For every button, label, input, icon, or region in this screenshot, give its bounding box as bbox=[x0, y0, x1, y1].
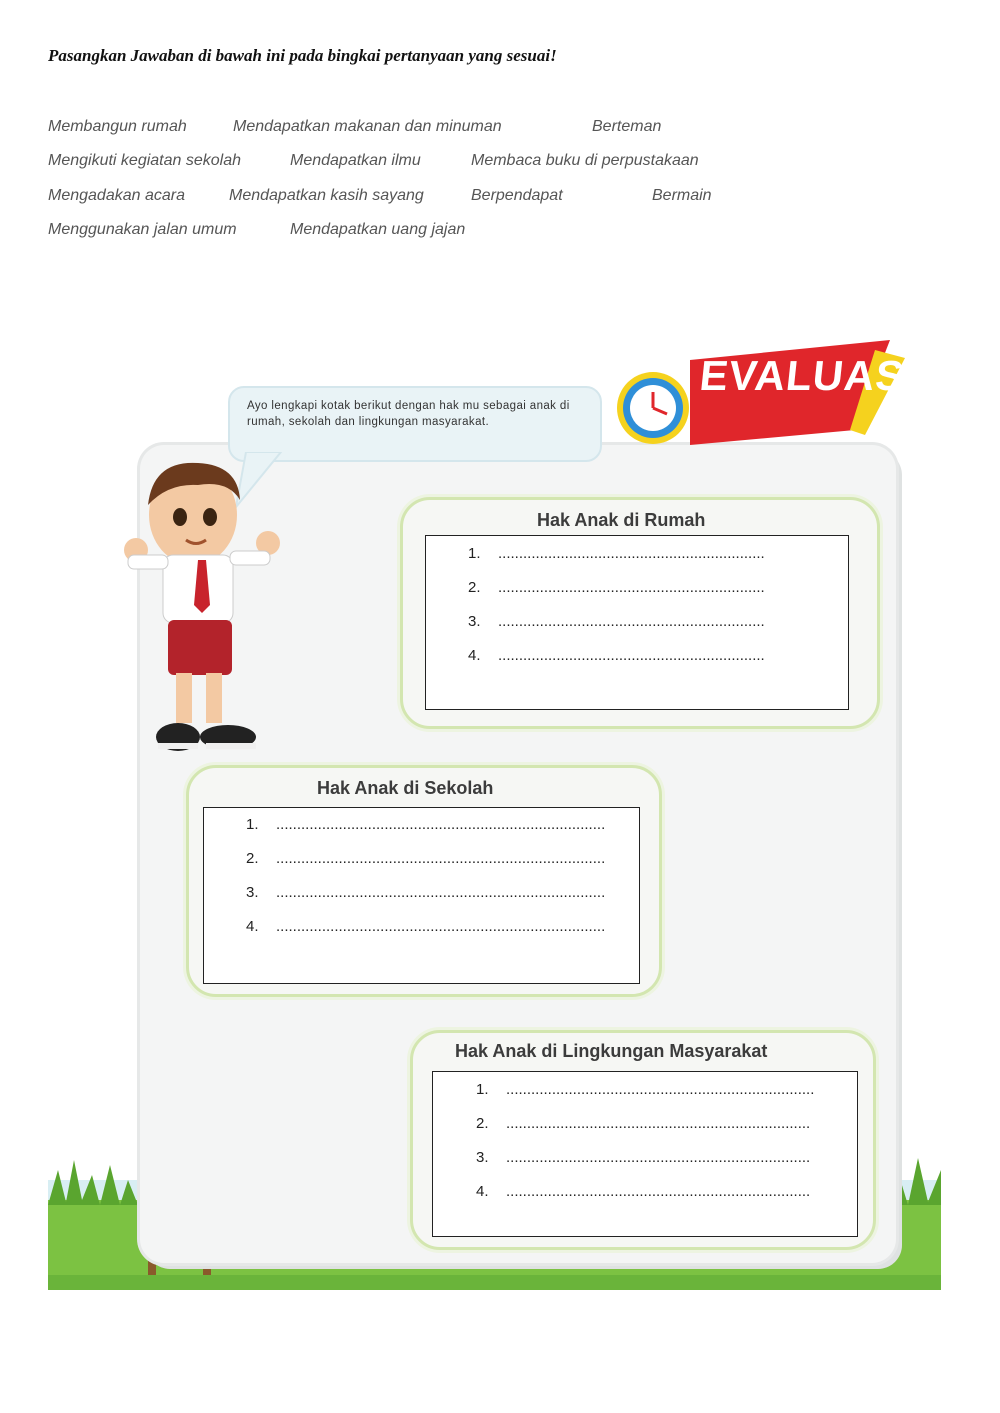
section-title-sekolah: Hak Anak di Sekolah bbox=[317, 778, 494, 798]
answer-option[interactable]: Mengadakan acara bbox=[48, 187, 185, 204]
section-title-rumah: Hak Anak di Rumah bbox=[537, 510, 706, 530]
boy-illustration bbox=[118, 455, 288, 775]
answer-option[interactable]: Membangun rumah bbox=[48, 118, 187, 135]
answer-line[interactable]: 2. ............................................................................... bbox=[246, 850, 606, 867]
answer-option[interactable]: Mendapatkan uang jajan bbox=[290, 221, 466, 238]
answer-option[interactable]: Mendapatkan ilmu bbox=[290, 152, 421, 169]
evaluasi-title: EVALUASI bbox=[697, 352, 920, 399]
clock-icon bbox=[617, 372, 689, 444]
bubble-text: Ayo lengkapi kotak berikut dengan hak mu sebagai anak di rumah, sekolah dan lingkungan masyarakat. bbox=[247, 400, 570, 428]
instruction: Pasangkan Jawaban di bawah ini pada bingkai pertanyaan yang sesuai! bbox=[48, 46, 557, 65]
answer-line[interactable]: 2. ................................................................ bbox=[468, 579, 765, 596]
answer-line[interactable]: 3. ................................................................ bbox=[468, 613, 765, 630]
answer-option[interactable]: Mendapatkan kasih sayang bbox=[229, 187, 424, 204]
answer-line[interactable]: 2. ......................................................................... bbox=[476, 1115, 811, 1132]
answer-line[interactable]: 1. .......................................................................... bbox=[476, 1081, 815, 1098]
answer-line[interactable]: 4. ............................................................................... bbox=[246, 918, 606, 935]
answer-line[interactable]: 3. ......................................................................... bbox=[476, 1149, 811, 1166]
answer-line[interactable]: 1. ................................................................ bbox=[468, 545, 765, 562]
answer-line[interactable]: 4. ................................................................ bbox=[468, 647, 765, 664]
answer-line[interactable]: 3. ............................................................................... bbox=[246, 884, 606, 901]
section-title-masyarakat: Hak Anak di Lingkungan Masyarakat bbox=[455, 1041, 768, 1061]
answer-option[interactable]: Membaca buku di perpustakaan bbox=[471, 152, 699, 169]
answer-option[interactable]: Mengikuti kegiatan sekolah bbox=[48, 152, 242, 169]
answer-option[interactable]: Menggunakan jalan umum bbox=[48, 221, 237, 238]
answer-option[interactable]: Mendapatkan makanan dan minuman bbox=[233, 118, 502, 135]
answer-option[interactable]: Bermain bbox=[652, 187, 712, 204]
answer-line[interactable]: 4. ......................................................................... bbox=[476, 1183, 811, 1200]
answer-line[interactable]: 1. ............................................................................... bbox=[246, 816, 606, 833]
answer-option[interactable]: Berpendapat bbox=[471, 187, 563, 204]
answer-option[interactable]: Berteman bbox=[592, 118, 662, 135]
